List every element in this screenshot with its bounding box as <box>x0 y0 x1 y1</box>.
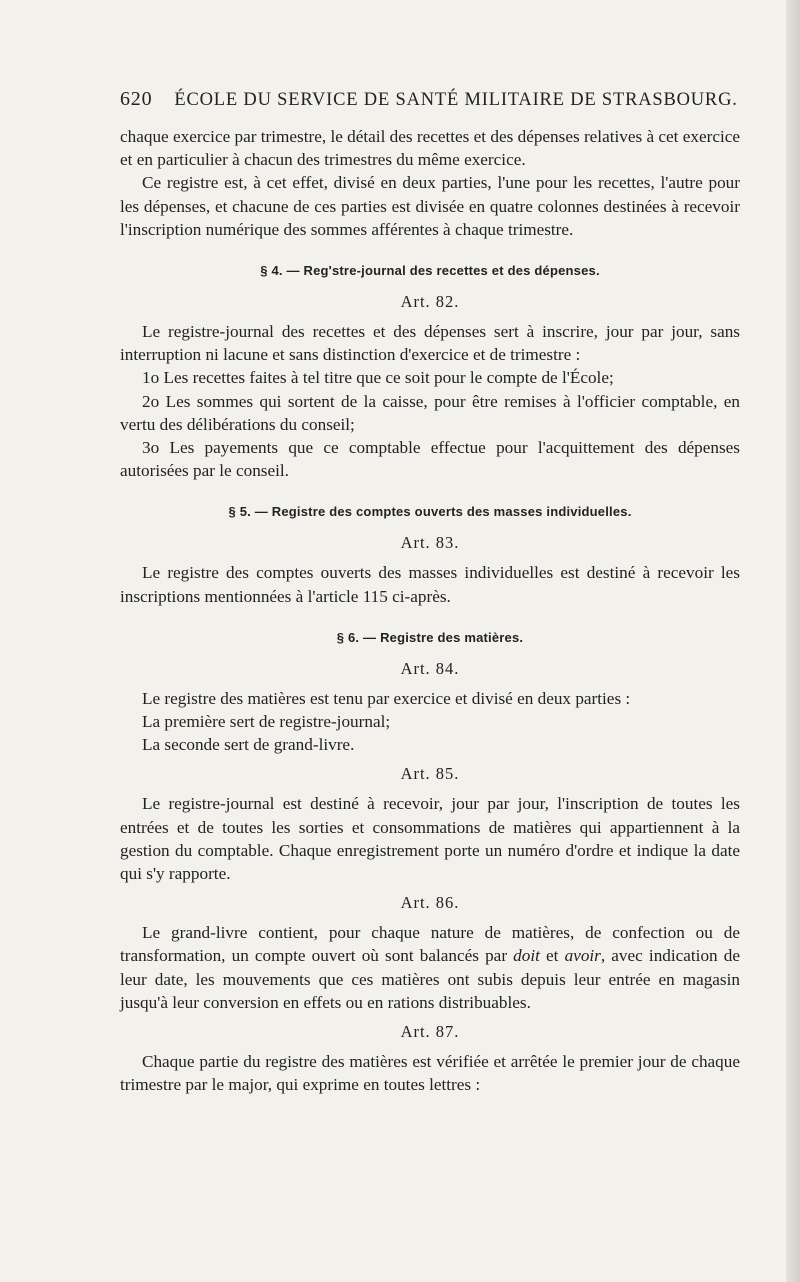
article-number-83: Art. 83. <box>400 533 460 553</box>
list-item: 1o Les recettes faites à tel titre que ce soit pour le compte de l'École; <box>142 368 614 388</box>
italic-term-doit: doit <box>513 946 540 966</box>
running-header <box>120 88 740 111</box>
page-number: 620 <box>120 88 153 110</box>
section-heading-6: § 6. — Registre des matières. <box>336 629 524 645</box>
article-number-84: Art. 84. <box>400 658 460 678</box>
italic-term-avoir: avoir <box>564 946 601 966</box>
section-heading-5: § 5. — Registre des comptes ouverts des masses individuelles. <box>228 504 632 520</box>
text-run: Le grand-livre contient, pour chaque nature de matières, de confection ou de transformation, un compte ouvert où sont balancés par <box>120 923 740 966</box>
paragraph <box>120 921 740 1014</box>
paragraph: Le registre des comptes ouverts des masses individuelles est destiné à recevoir les inscriptions mentionnées à l'article 115 ci-après. <box>120 563 740 606</box>
list-item: 2o Les sommes qui sortent de la caisse, pour être remises à l'officier comptable, en vertu des délibérations du conseil; <box>120 391 740 434</box>
page-body <box>120 88 740 1096</box>
article-number-85: Art. 85. <box>400 764 460 784</box>
section-heading-4: § 4. — Reg'stre-journal des recettes et des dépenses. <box>260 263 600 279</box>
article-number-87: Art. 87. <box>400 1022 460 1042</box>
list-item: 3o Les payements que ce comptable effectue pour l'acquittement des dépenses autorisées par le conseil. <box>120 438 740 481</box>
paragraph: Le registre des matières est tenu par exercice et divisé en deux parties : <box>142 688 631 708</box>
page-edge-shadow <box>786 0 800 1282</box>
article-number-86: Art. 86. <box>400 893 460 913</box>
paragraph: Chaque partie du registre des matières est vérifiée et arrêtée le premier jour de chaque trimestre par le major, qui exprime en toutes lettres : <box>120 1052 740 1095</box>
paragraph: La seconde sert de grand-livre. <box>142 735 355 755</box>
running-title: ÉCOLE DU SERVICE DE SANTÉ MILITAIRE DE STRASBOURG. <box>174 90 738 110</box>
paragraph: Le registre-journal est destiné à recevoir, jour par jour, l'inscription de toutes les entrées et de toutes les sorties et consommations de matières qui appartiennent à la gestion du comptable. Chaque enregistrement porte un numéro d'ordre et indique la date qui s'y rapporte. <box>120 794 740 884</box>
article-number-82: Art. 82. <box>400 292 460 312</box>
text-run: , avec indication de leur date, les mouvements que ces matières ont subis depuis leur entrée en magasin jusqu'à leur conversion en effets ou en rations distribuables. <box>120 946 741 1012</box>
paragraph: Le registre-journal des recettes et des dépenses sert à inscrire, jour par jour, sans interruption ni lacune et sans distinction d'exercice et de trimestre : <box>120 322 740 365</box>
paragraph: Ce registre est, à cet effet, divisé en deux parties, l'une pour les recettes, l'autre pour les dépenses, et chacune de ces parties est divisée en quatre colonnes destinées à recevoir l'inscription numérique des sommes afférentes à chaque trimestre. <box>120 173 740 239</box>
text-run: et <box>539 946 565 966</box>
paragraph: chaque exercice par trimestre, le détail des recettes et des dépenses relatives à cet exercice et en particulier à chacun des trimestres du même exercice. <box>120 127 740 170</box>
paragraph: La première sert de registre-journal; <box>142 712 391 732</box>
